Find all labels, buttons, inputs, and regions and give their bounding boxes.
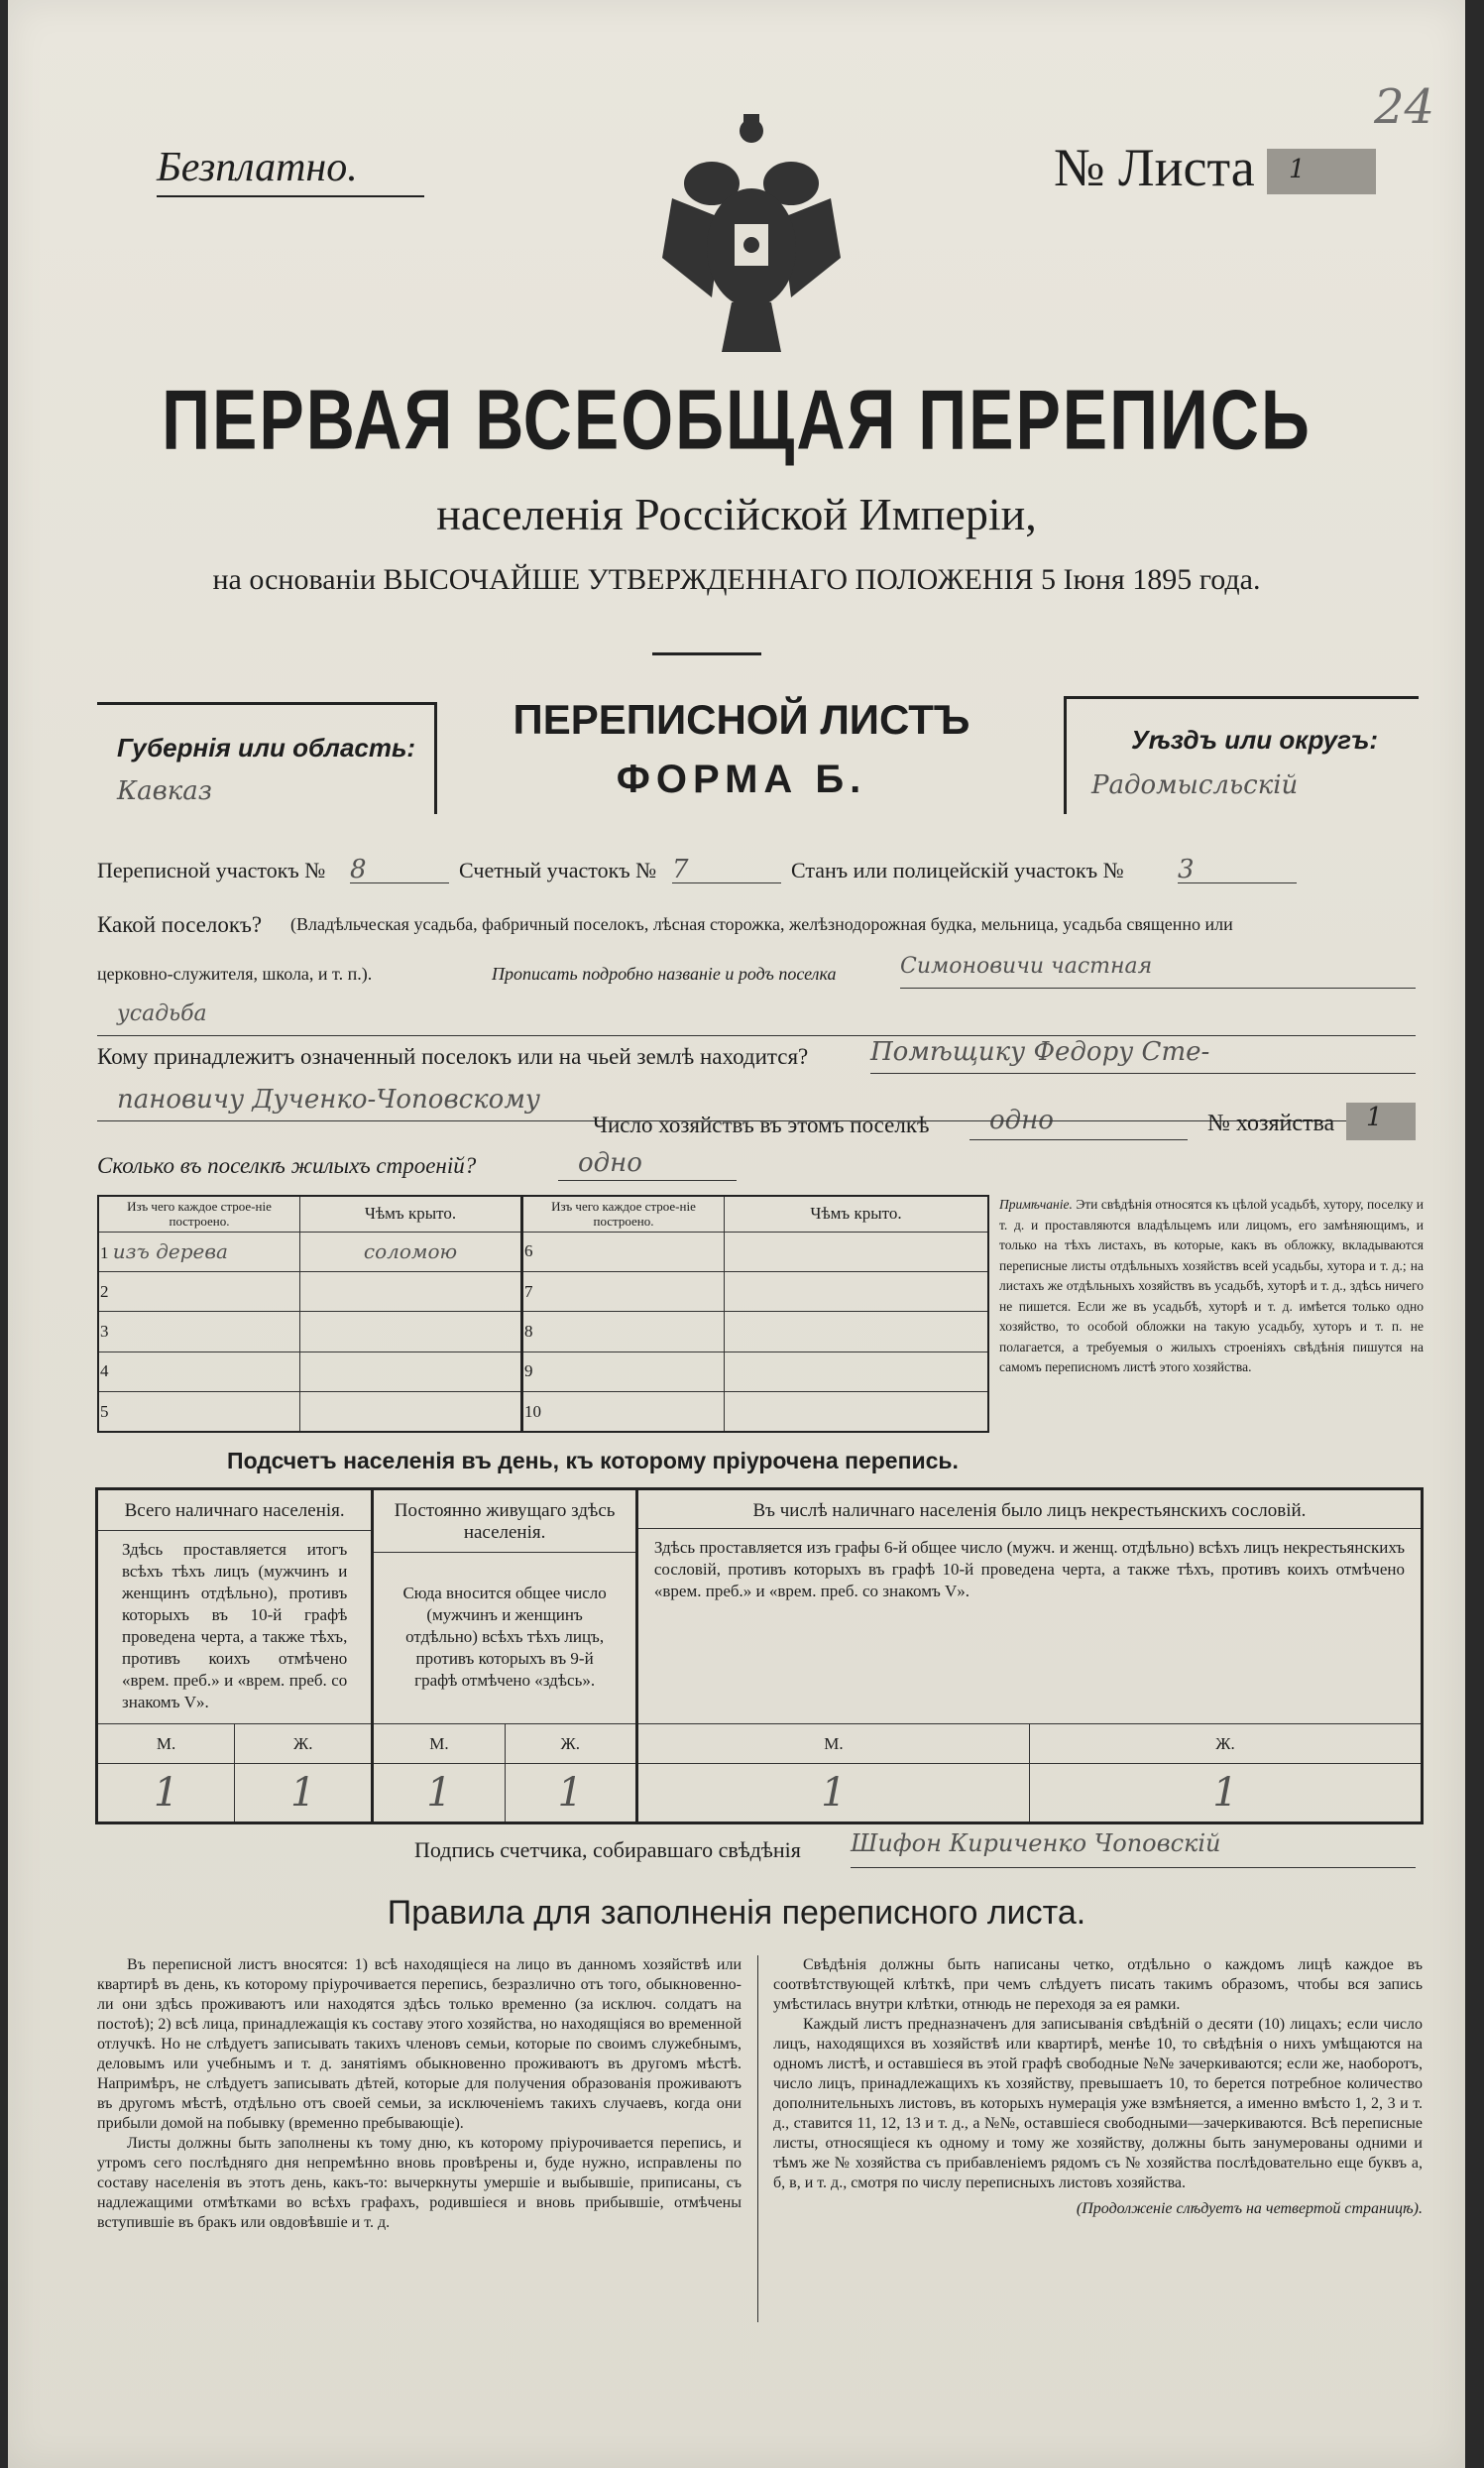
form-subtitle: ФОРМА Б. xyxy=(616,758,867,801)
roof-cell[interactable] xyxy=(300,1272,522,1312)
row-number: 4 xyxy=(100,1361,109,1381)
settlement-hint-2: церковно-служителя, школа, и т. п.). xyxy=(97,964,373,984)
count-col-permanent xyxy=(373,1489,637,1724)
count-value: 1 xyxy=(153,1770,179,1816)
census-district-label: Переписной участокъ № xyxy=(97,858,326,882)
rules-title: Правила для заполненія переписного листа. xyxy=(387,1894,1086,1932)
building-material: изъ дерева xyxy=(112,1239,228,1264)
uezd-value[interactable]: Радомысльскій xyxy=(1091,770,1299,800)
row-number: 2 xyxy=(100,1281,109,1301)
building-cell[interactable] xyxy=(98,1312,300,1352)
sheet-number-value: 1 xyxy=(1289,155,1306,184)
households-label: Число хозяйствъ въ этомъ поселкѣ xyxy=(593,1113,930,1137)
sheet-number-label: № Листа xyxy=(1054,138,1255,197)
signature-field[interactable] xyxy=(851,1829,1416,1868)
buildings-field[interactable] xyxy=(558,1148,737,1181)
buildings-row xyxy=(98,1232,988,1271)
count-cell[interactable] xyxy=(97,1764,235,1823)
count-cell[interactable] xyxy=(1029,1764,1422,1823)
female-header: Ж. xyxy=(505,1724,636,1764)
count-value: 1 xyxy=(1212,1770,1238,1816)
buildings-row xyxy=(98,1392,988,1432)
row-number: 10 xyxy=(524,1401,541,1421)
count-value: 1 xyxy=(426,1770,452,1816)
settlement-field-2[interactable] xyxy=(97,1001,1416,1036)
building-cell[interactable] xyxy=(522,1392,725,1432)
rules-left-paragraph-1: Въ переписной листъ вносятся: 1) всѣ находящіеся на лицо въ данномъ хозяйствѣ или квартирѣ въ день, къ которому пріурочивается перепись, безразлично отъ того, обыкновенно-ли они здѣсь проживаютъ или находятся здѣсь только временно (за исключ. солдатъ на постоѣ); 2) всѣ лица, принадлежащія къ составу этого хозяйства, но находящіяся во временной отлучкѣ. Но не слѣдуетъ записывать такихъ членовъ семьи, которые по своимъ служебнымъ, деловымъ или учебнымъ и т. д. занятіямъ обыкновенно проживаютъ въ другомъ мѣстѣ. Напримѣръ, не слѣдуетъ записывать дѣтей, которые для получения образованія проживаютъ въ другомъ мѣстѣ, отдѣльно отъ своей семьи, за исключеніемъ такихъ случаевъ, когда они прибыли домой на побывку (временно пребывающіе). xyxy=(97,1956,742,2132)
buildings-table xyxy=(97,1195,989,1433)
row-number: 9 xyxy=(524,1361,533,1381)
rules-left-column xyxy=(97,1955,742,2233)
counting-district-value: 7 xyxy=(672,855,689,884)
count-col-total xyxy=(97,1489,373,1724)
building-cell[interactable] xyxy=(522,1272,725,1312)
signature-value: Шифон Кириченко Чоповскій xyxy=(851,1829,1221,1857)
row-number: 3 xyxy=(100,1322,109,1342)
row-number: 8 xyxy=(524,1322,533,1342)
buildings-row xyxy=(98,1312,988,1352)
count-col-total-title: Всего наличнаго населенія. xyxy=(98,1500,371,1531)
female-header: Ж. xyxy=(235,1724,373,1764)
main-title: ПЕРВАЯ ВСЕОБЩАЯ ПЕРЕПИСЬ xyxy=(162,373,1312,468)
gubernia-box xyxy=(97,702,437,814)
owner-label: Кому принадлежитъ означенный поселокъ или на чьей землѣ находится? xyxy=(97,1044,809,1069)
sheet-number-box[interactable] xyxy=(1267,149,1376,194)
counting-district-label: Счетный участокъ № xyxy=(459,858,657,882)
rules-right-paragraph-1: Свѣдѣнія должны быть написаны четко, отдѣльно о каждомъ лицѣ каждое въ соотвѣтствующей клѣткѣ, при чемъ слѣдуетъ писать такимъ образомъ, чтобы вся запись умѣстилась внутри клѣтки, отнюдь не переходя за ея рамки. xyxy=(773,1956,1423,2013)
settlement-value-2: усадьба xyxy=(117,1001,207,1026)
buildings-row xyxy=(98,1272,988,1312)
roof-cell[interactable] xyxy=(300,1232,522,1271)
gubernia-value[interactable]: Кавказ xyxy=(117,776,212,806)
building-cell[interactable] xyxy=(522,1232,725,1271)
owner-value-2: пановичу Дученко-Чоповскому xyxy=(117,1085,540,1115)
census-sheet xyxy=(8,0,1465,2468)
settlement-instruction: Прописать подробно названіе и родъ поселка xyxy=(492,964,837,984)
female-header: Ж. xyxy=(1029,1724,1422,1764)
rules-right-paragraph-2: Каждый листъ предназначенъ для записыванія свѣдѣній о десяти (10) лицахъ; если число лицъ, находящихся въ хозяйствѣ или квартирѣ, менѣе 10, то свѣдѣнія о нихъ умѣщаются на одномъ листѣ, и оставшіеся въ этой графѣ свободные №№ зачеркиваются; если же, наоборотъ, число лицъ, принадлежащихъ къ хозяйству, превышаетъ 10, то берется потребное количество дополнительныхъ листовъ, въ которыхъ нумерація уже взмѣняется, а именно вмѣсто 1, 2, 3 и т. д., ставится 11, 12, 13 и т. д., а №№, оставшіеся свободными—зачеркиваются. Всѣ переписные листы, относящіеся къ одному и тому же хозяйству, должны быть занумерованы одними и тѣмъ же № хозяйства съ прибавленіемъ рядомъ съ № хозяйства послѣдовательно еще буквъ а, б, в, и т. д., смотря по числу переписныхъ листовъ хозяйства. xyxy=(773,2016,1423,2191)
buildings-col-material-header-2: Изъ чего каждое строе-ніе построено. xyxy=(522,1196,725,1232)
stan-value: 3 xyxy=(1178,855,1195,884)
note-block xyxy=(999,1195,1424,1378)
free-underline xyxy=(157,195,424,197)
note-title: Примѣчаніе. xyxy=(999,1197,1073,1212)
rules-right-column xyxy=(773,1955,1423,2219)
basis-line: на основаніи ВЫСОЧАЙШЕ УТВЕРЖДЕННАГО ПОЛОЖЕНІЯ 5 Іюня 1895 года. xyxy=(212,563,1261,596)
title-divider xyxy=(652,652,761,655)
roof-cell[interactable] xyxy=(725,1272,989,1312)
count-cell[interactable] xyxy=(373,1764,505,1823)
census-district-value: 8 xyxy=(350,855,367,884)
roof-cell[interactable] xyxy=(300,1352,522,1391)
count-col-nonpeasant-title: Въ числѣ наличнаго населенія было лицъ некрестьянскихъ сословій. xyxy=(638,1500,1421,1529)
count-title: Подсчетъ населенія въ день, къ которому пріурочена перепись. xyxy=(227,1448,959,1473)
building-cell[interactable] xyxy=(98,1232,300,1271)
double-headed-eagle-icon xyxy=(652,109,851,357)
buildings-row xyxy=(98,1352,988,1391)
buildings-col-roof-header: Чѣмъ крыто. xyxy=(300,1196,522,1232)
count-cell[interactable] xyxy=(636,1764,1029,1823)
roof-cell[interactable] xyxy=(300,1392,522,1432)
buildings-col-roof-header-2: Чѣмъ крыто. xyxy=(725,1196,989,1232)
owner-value-1: Помѣщику Федору Сте- xyxy=(870,1037,1210,1067)
count-col-permanent-title: Постоянно живущаго здѣсь населенія. xyxy=(374,1500,635,1553)
households-field[interactable] xyxy=(970,1106,1188,1140)
household-number-label: № хозяйства xyxy=(1207,1111,1335,1136)
stan-label: Станъ или полицейскій участокъ № xyxy=(791,858,1124,882)
building-roof: соломою xyxy=(363,1239,458,1264)
building-cell[interactable] xyxy=(522,1352,725,1391)
roof-cell[interactable] xyxy=(725,1232,989,1271)
count-table xyxy=(95,1487,1424,1824)
settlement-value-1: Симоновичи частная xyxy=(900,954,1153,979)
buildings-col-material-header: Изъ чего каждое строе-ніе построено. xyxy=(98,1196,300,1232)
uezd-box xyxy=(1064,696,1419,814)
roof-cell[interactable] xyxy=(725,1352,989,1391)
roof-cell[interactable] xyxy=(725,1392,989,1432)
row-number: 1 xyxy=(100,1243,109,1263)
count-cell[interactable] xyxy=(235,1764,373,1823)
row-number: 5 xyxy=(100,1401,109,1421)
rules-left-paragraph-2: Листы должны быть заполнены къ тому дню, къ которому пріурочивается перепись, и утромъ сего послѣдняго дня непремѣнно вновь провѣрены и, буде нужно, исправлены по составу населенія въ этотъ день, какъ-то: вычеркнуты умершіе и выбывшіе, приписаны, съ надлежащими отмѣтками во всѣхъ графахъ, родившіеся и вновь прибывшіе, отмѣчены вступившіе въ бракъ или овдовѣвшіе и т. д. xyxy=(97,2135,742,2231)
building-cell[interactable] xyxy=(98,1272,300,1312)
note-text: Эти свѣдѣнія относятся къ цѣлой усадьбѣ, хутору, поселку и т. д. и проставляются владѣльцемъ или лицомъ, его замѣняющимъ, и только на тѣхъ листахъ, въ которые, какъ въ обложку, вкладываются переписные листы отдѣльныхъ хозяйствъ всей усадьбы, хутора и т. д.; на листахъ же отдѣльныхъ хозяйствъ въ усадьбѣ, хуторѣ и т. д., здѣсь ничего не пишется. Если же въ усадьбѣ, хуторѣ и т. д. имѣется только одно хозяйство, то особой обложки на такую усадьбу, хуторъ и т. п. не полагается, а требуемыя о жилыхъ строеніяхъ свѣдѣнія пишутся на самомъ переписномъ листѣ этого хозяйства. xyxy=(999,1197,1425,1374)
buildings-value: одно xyxy=(578,1148,642,1178)
owner-field-1[interactable] xyxy=(870,1037,1416,1074)
male-header: М. xyxy=(97,1724,235,1764)
building-cell[interactable] xyxy=(98,1352,300,1391)
gubernia-label: Губернія или область: xyxy=(117,733,416,763)
free-label: Безплатно. xyxy=(157,145,358,190)
household-number-box[interactable] xyxy=(1346,1103,1416,1140)
count-col-permanent-text: Сюда вносится общее число (мужчинъ и женщинъ отдѣльно) всѣхъ тѣхъ лицъ, противъ которыхъ въ 9-й графѣ отмѣчено «здѣсь». xyxy=(402,1584,607,1690)
settlement-hint: (Владѣльческая усадьба, фабричный поселокъ, лѣсная сторожка, желѣзнодорожная будка, мельница, усадьба священно или xyxy=(290,914,1233,934)
count-col-nonpeasant-text: Здѣсь проставляется изъ графы 6-й общее число (мужч. и женщ. отдѣльно) всѣхъ лицъ некрестьянскихъ сословій, противъ которыхъ въ графѣ 10-й проведена черта, а также тѣхъ, противъ коихъ отмѣчено «врем. преб.» и «врем. преб. со знакомъ V». xyxy=(653,1538,1405,1600)
uezd-label: Уѣздъ или округъ: xyxy=(1131,725,1379,755)
count-col-total-text: Здѣсь проставляется итогъ всѣхъ тѣхъ лицъ (мужчинъ и женщинъ отдѣльно), противъ которыхъ въ 10-й графѣ проведена черта, а также тѣхъ, противъ коихъ отмѣчено «врем. преб.» и «врем. преб. со знакомъ V». xyxy=(122,1540,348,1711)
counting-district-field[interactable] xyxy=(672,855,781,883)
census-district-field[interactable] xyxy=(350,855,449,883)
building-cell[interactable] xyxy=(522,1312,725,1352)
settlement-label: Какой поселокъ? xyxy=(97,912,263,937)
male-header: М. xyxy=(373,1724,505,1764)
form-title: ПЕРЕПИСНОЙ ЛИСТЪ xyxy=(513,696,970,743)
roof-cell[interactable] xyxy=(300,1312,522,1352)
buildings-label: Сколько въ поселкѣ жилыхъ строеній? xyxy=(97,1153,477,1178)
households-value: одно xyxy=(989,1106,1054,1135)
row-number: 7 xyxy=(524,1281,533,1301)
signature-label: Подпись счетчика, собиравшаго свѣдѣнія xyxy=(414,1837,801,1862)
count-value: 1 xyxy=(557,1770,583,1816)
building-cell[interactable] xyxy=(98,1392,300,1432)
roof-cell[interactable] xyxy=(725,1312,989,1352)
male-header: М. xyxy=(636,1724,1029,1764)
count-col-nonpeasant xyxy=(636,1489,1422,1724)
count-cell[interactable] xyxy=(505,1764,636,1823)
rules-divider xyxy=(757,1955,758,2322)
stan-field[interactable] xyxy=(1178,855,1297,883)
rules-continued: (Продолженіе слѣдуетъ на четвертой страницѣ). xyxy=(1076,2200,1423,2217)
row-number: 6 xyxy=(524,1241,533,1261)
main-subtitle: населенія Россійской Имперіи, xyxy=(436,489,1037,539)
household-number-value: 1 xyxy=(1366,1103,1383,1132)
count-value: 1 xyxy=(290,1770,316,1816)
count-value: 1 xyxy=(821,1770,847,1816)
corner-number: 24 xyxy=(1374,79,1435,135)
settlement-field-1[interactable] xyxy=(900,954,1416,989)
